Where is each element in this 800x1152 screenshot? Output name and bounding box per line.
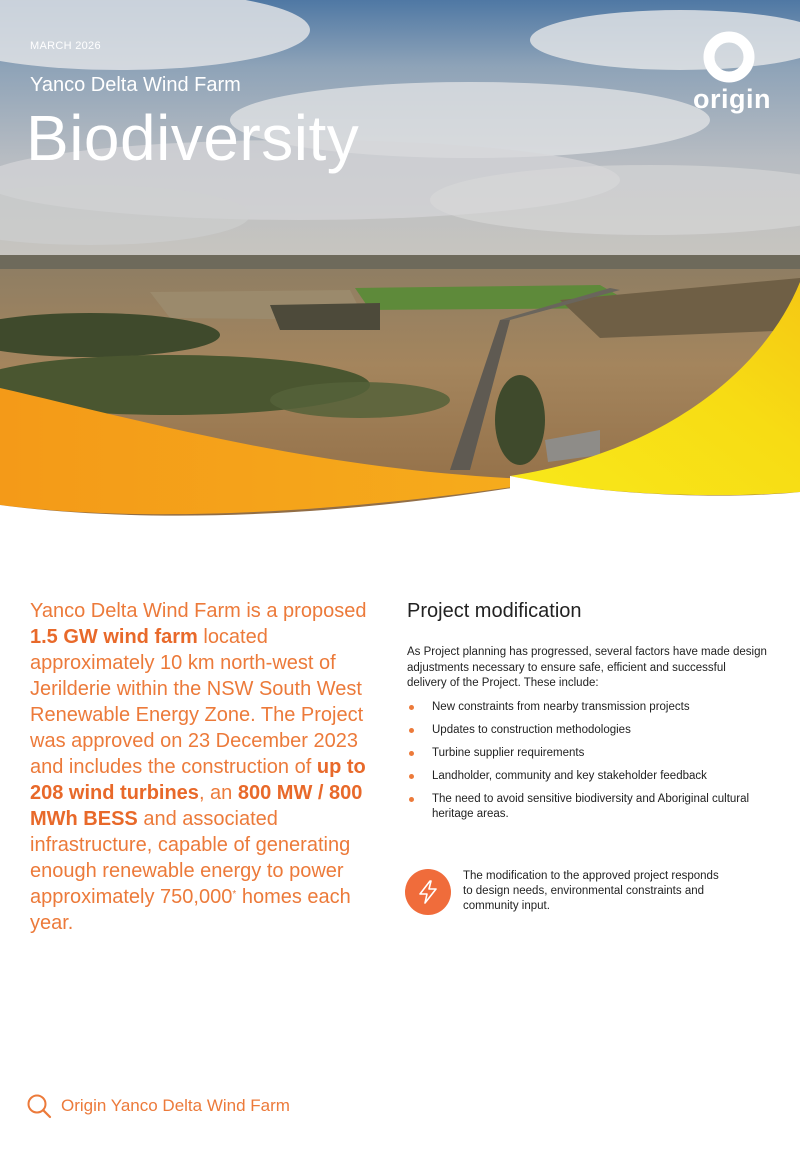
- bullet-icon: [409, 728, 414, 733]
- bullet-icon: [409, 774, 414, 779]
- bullet-icon: [409, 751, 414, 756]
- intro-text: and associated infrastructure, capable of generating enough renewable energy to power approximately 750,000: [30, 808, 351, 908]
- modification-intro: As Project planning has progressed, several factors have made design adjustments necessary to ensure safe, efficient and successful delivery of the Project. These include:: [407, 646, 767, 689]
- origin-ring-logo-icon: [700, 28, 758, 86]
- list-item: [407, 700, 767, 715]
- intro-highlight-capacity: 1.5 GW wind farm: [30, 626, 198, 648]
- list-item: [407, 769, 767, 784]
- footer-search-text: Origin Yanco Delta Wind Farm: [61, 1096, 290, 1115]
- list-item-text: Updates to construction methodologies: [432, 724, 631, 736]
- intro-text: Yanco Delta Wind Farm is a proposed: [30, 600, 367, 622]
- list-item: [407, 746, 767, 761]
- footnote-marker: *: [232, 889, 237, 900]
- modification-factors-list: [407, 700, 767, 830]
- logo-wordmark: origin: [693, 84, 771, 114]
- page-title: Biodiversity: [26, 102, 360, 174]
- list-item-text: The need to avoid sensitive biodiversity and Aboriginal cultural heritage areas.: [432, 793, 750, 820]
- list-item: [407, 723, 767, 738]
- origin-logo: [690, 28, 774, 116]
- search-icon: [26, 1093, 52, 1119]
- lightning-icon: [405, 869, 451, 915]
- intro-paragraph: [30, 598, 380, 936]
- list-item-text: New constraints from nearby transmission projects: [432, 701, 690, 713]
- project-name: Yanco Delta Wind Farm: [30, 74, 241, 96]
- callout-text: The modification to the approved project responds to design needs, environmental constraints and community input.: [463, 870, 719, 912]
- bullet-icon: [409, 797, 414, 802]
- intro-text: located approximately 10 km north-west of Jerilderie within the NSW South West Renewable Energy Zone. The Project was approved on 23 December 2023 and includes the construction of: [30, 626, 364, 778]
- intro-text: , an: [198, 782, 238, 804]
- document-date: MARCH 2026: [30, 40, 101, 52]
- hero-banner: [0, 0, 800, 530]
- bullet-icon: [409, 705, 414, 710]
- intro-highlight-bess: 800 MW / 800 MWh BESS: [30, 782, 363, 830]
- list-item: [407, 792, 767, 822]
- list-item-text: Landholder, community and key stakeholder feedback: [432, 770, 707, 782]
- list-item-text: Turbine supplier requirements: [432, 747, 585, 759]
- intro-highlight-turbines: up to 208 wind turbines: [30, 756, 366, 804]
- modification-heading: Project modification: [407, 600, 582, 622]
- footer-search-link[interactable]: [26, 1093, 290, 1119]
- intro-text: homes each year.: [30, 886, 351, 934]
